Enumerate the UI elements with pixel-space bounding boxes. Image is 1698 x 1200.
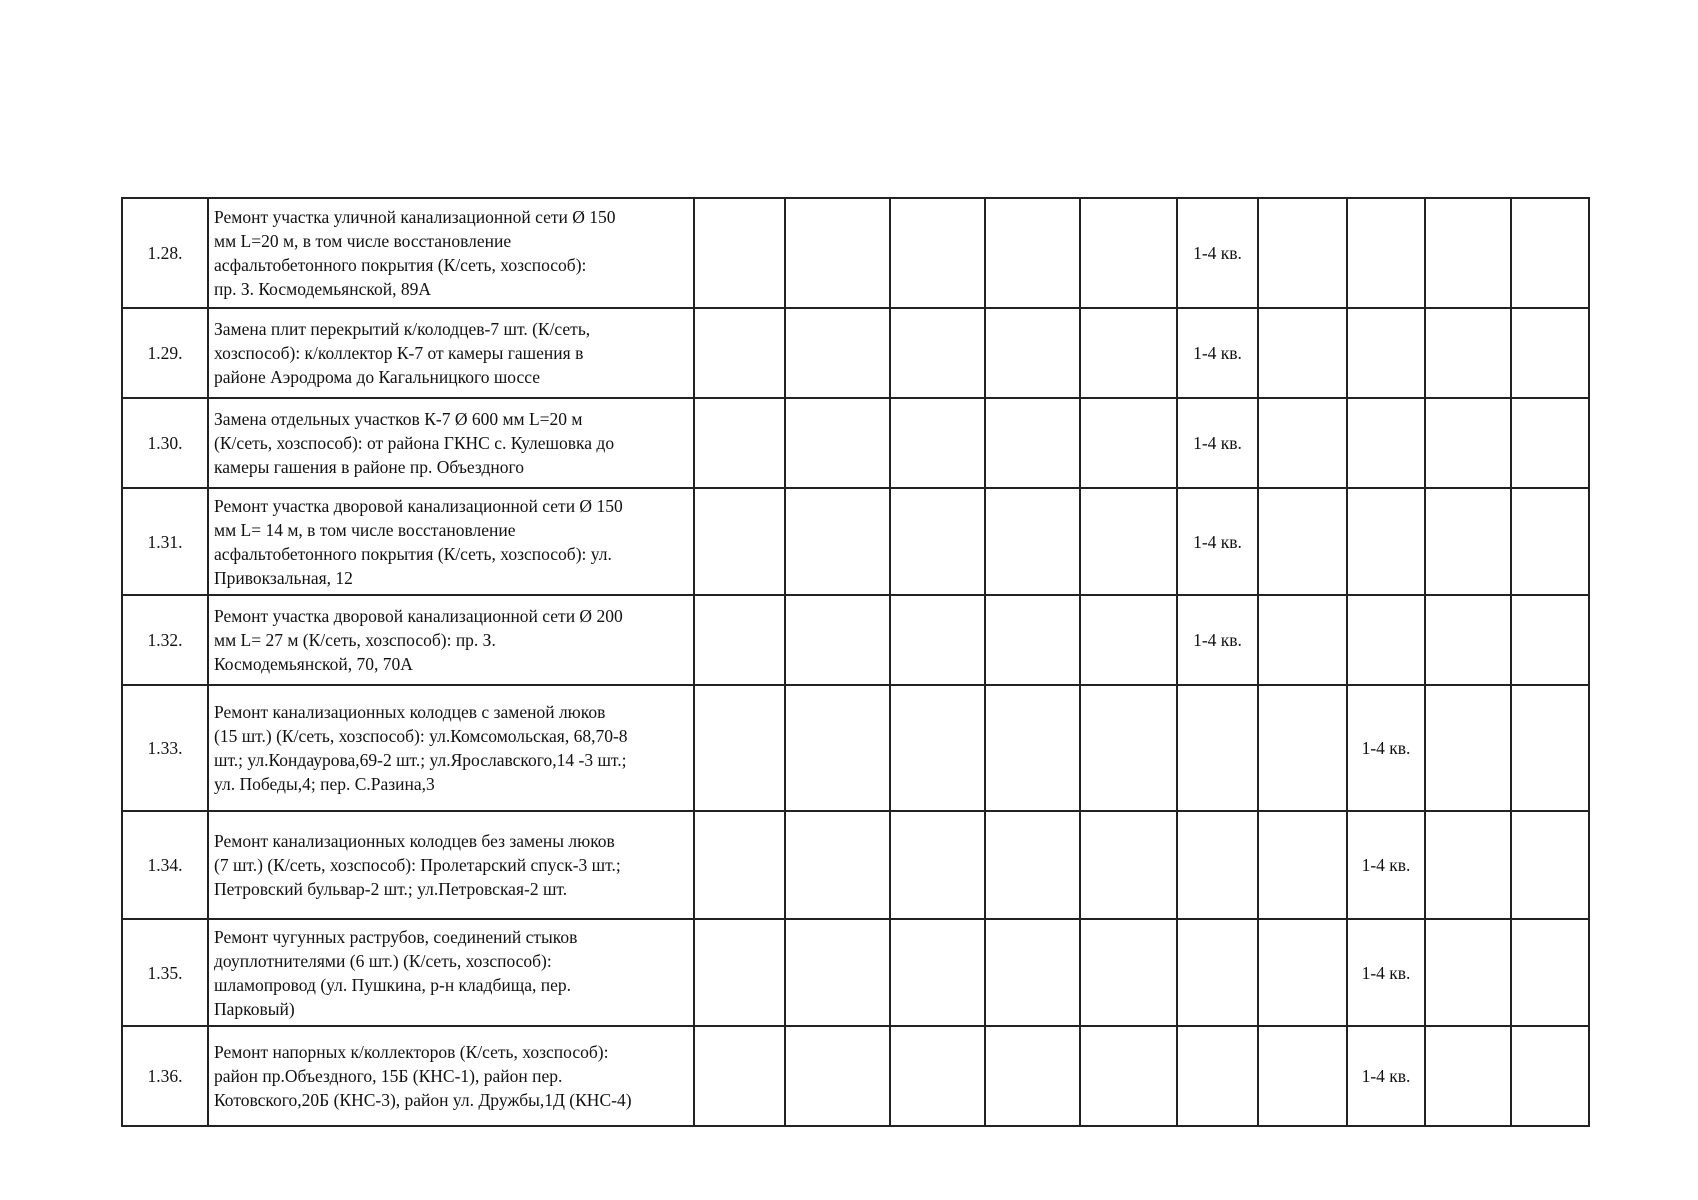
description-line: ул. Победы,4; пер. С.Разина,3 <box>214 774 435 794</box>
row-number: 1.31. <box>122 488 208 595</box>
empty-cell <box>1258 488 1347 595</box>
empty-cell <box>785 1026 890 1126</box>
table-body <box>122 198 1589 1126</box>
empty-cell <box>985 919 1080 1026</box>
empty-cell <box>1080 198 1177 308</box>
description-line: район пр.Объездного, 15Б (КНС-1), район пер. <box>214 1066 563 1086</box>
empty-cell <box>694 595 785 685</box>
empty-cell <box>985 398 1080 488</box>
empty-cell <box>985 811 1080 919</box>
empty-cell <box>1511 488 1589 595</box>
description-line: Парковый) <box>214 998 295 1019</box>
empty-cell <box>785 398 890 488</box>
row-description <box>208 1026 694 1126</box>
empty-cell <box>1511 685 1589 811</box>
empty-cell <box>785 685 890 811</box>
empty-cell <box>1258 308 1347 398</box>
empty-cell <box>1511 198 1589 308</box>
empty-cell <box>1347 308 1425 398</box>
work-plan-table <box>121 197 1590 1127</box>
row-description <box>208 308 694 398</box>
description-line: мм L= 14 м, в том числе восстановление <box>214 519 516 540</box>
empty-cell <box>1258 595 1347 685</box>
empty-cell <box>1177 919 1258 1026</box>
quarter-term: 1-4 кв. <box>1177 198 1258 308</box>
empty-cell <box>1511 595 1589 685</box>
empty-cell <box>694 1026 785 1126</box>
description-line: шламопровод (ул. Пушкина, р-н кладбища, пер. <box>214 974 571 995</box>
empty-cell <box>1425 919 1511 1026</box>
empty-cell <box>694 308 785 398</box>
empty-cell <box>890 595 985 685</box>
empty-cell <box>1347 488 1425 595</box>
description-line: мм L=20 м, в том числе восстановление <box>214 231 512 251</box>
empty-cell <box>890 685 985 811</box>
description-line: шт.; ул.Кондаурова,69-2 шт.; ул.Ярославского,14 -3 шт.; <box>214 750 627 770</box>
table-row <box>122 919 1589 1026</box>
description-line: Ремонт напорных к/коллекторов (К/сеть, хозспособ): <box>214 1042 609 1062</box>
empty-cell <box>1511 398 1589 488</box>
document-page <box>121 197 1588 1127</box>
empty-cell <box>1425 685 1511 811</box>
description-line: мм L= 27 м (К/сеть, хозспособ): пр. З. <box>214 630 496 650</box>
description-line: хозспособ): к/коллектор К-7 от камеры гашения в <box>214 343 584 363</box>
empty-cell <box>1080 1026 1177 1126</box>
table-row <box>122 811 1589 919</box>
empty-cell <box>1080 398 1177 488</box>
empty-cell <box>1425 1026 1511 1126</box>
empty-cell <box>890 811 985 919</box>
empty-cell <box>785 488 890 595</box>
row-number: 1.36. <box>122 1026 208 1126</box>
empty-cell <box>1425 488 1511 595</box>
description-line: Замена плит перекрытий к/колодцев-7 шт. (К/сеть, <box>214 319 591 339</box>
row-description <box>208 488 694 595</box>
empty-cell <box>1511 811 1589 919</box>
empty-cell <box>890 398 985 488</box>
empty-cell <box>985 308 1080 398</box>
description-line: районе Аэродрома до Кагальницкого шоссе <box>214 367 541 387</box>
table-row <box>122 488 1589 595</box>
quarter-term: 1-4 кв. <box>1347 685 1425 811</box>
empty-cell <box>985 1026 1080 1126</box>
row-description <box>208 685 694 811</box>
empty-cell <box>985 685 1080 811</box>
empty-cell <box>1347 398 1425 488</box>
description-line: Космодемьянской, 70, 70А <box>214 654 413 674</box>
description-line: Котовского,20Б (КНС-3), район ул. Дружбы,1Д (КНС-4) <box>214 1090 632 1110</box>
row-description <box>208 919 694 1026</box>
description-line: Ремонт канализационных колодцев без замены люков <box>214 831 615 851</box>
empty-cell <box>694 919 785 1026</box>
table-row <box>122 685 1589 811</box>
row-number: 1.32. <box>122 595 208 685</box>
empty-cell <box>1511 1026 1589 1126</box>
description-line: (7 шт.) (К/сеть, хозспособ): Пролетарский спуск-3 шт.; <box>214 855 621 875</box>
empty-cell <box>1425 308 1511 398</box>
row-number: 1.35. <box>122 919 208 1026</box>
table-row <box>122 1026 1589 1126</box>
empty-cell <box>1347 198 1425 308</box>
empty-cell <box>785 811 890 919</box>
row-number: 1.34. <box>122 811 208 919</box>
empty-cell <box>1080 685 1177 811</box>
empty-cell <box>1347 595 1425 685</box>
empty-cell <box>1258 398 1347 488</box>
row-number: 1.29. <box>122 308 208 398</box>
empty-cell <box>1425 398 1511 488</box>
description-line: пр. З. Космодемьянской, 89А <box>214 279 431 299</box>
empty-cell <box>1511 919 1589 1026</box>
quarter-term: 1-4 кв. <box>1177 595 1258 685</box>
empty-cell <box>1177 685 1258 811</box>
empty-cell <box>1258 811 1347 919</box>
empty-cell <box>694 488 785 595</box>
empty-cell <box>1511 308 1589 398</box>
empty-cell <box>1258 1026 1347 1126</box>
empty-cell <box>1425 198 1511 308</box>
empty-cell <box>694 198 785 308</box>
description-line: (К/сеть, хозспособ): от района ГКНС с. Кулешовка до <box>214 433 615 453</box>
empty-cell <box>1177 811 1258 919</box>
table-row <box>122 398 1589 488</box>
description-line: асфальтобетонного покрытия (К/сеть, хозспособ): ул. <box>214 543 612 564</box>
empty-cell <box>890 919 985 1026</box>
empty-cell <box>985 595 1080 685</box>
row-description <box>208 198 694 308</box>
empty-cell <box>890 308 985 398</box>
description-line: камеры гашения в районе пр. Объездного <box>214 457 524 477</box>
description-line: Ремонт участка дворовой канализационной сети Ø 200 <box>214 606 623 626</box>
row-number: 1.30. <box>122 398 208 488</box>
quarter-term: 1-4 кв. <box>1347 919 1425 1026</box>
description-line: (15 шт.) (К/сеть, хозспособ): ул.Комсомольская, 68,70-8 <box>214 726 628 746</box>
description-line: асфальтобетонного покрытия (К/сеть, хозспособ): <box>214 255 587 275</box>
empty-cell <box>1080 811 1177 919</box>
empty-cell <box>985 488 1080 595</box>
row-description <box>208 595 694 685</box>
empty-cell <box>1080 488 1177 595</box>
quarter-term: 1-4 кв. <box>1347 1026 1425 1126</box>
empty-cell <box>694 685 785 811</box>
empty-cell <box>890 488 985 595</box>
empty-cell <box>890 198 985 308</box>
empty-cell <box>1080 919 1177 1026</box>
description-line: доуплотнителями (6 шт.) (К/сеть, хозспособ): <box>214 950 552 971</box>
empty-cell <box>1258 685 1347 811</box>
table-row <box>122 308 1589 398</box>
empty-cell <box>1080 595 1177 685</box>
empty-cell <box>694 811 785 919</box>
description-line: Ремонт участка дворовой канализационной сети Ø 150 <box>214 495 623 516</box>
row-description <box>208 398 694 488</box>
empty-cell <box>785 308 890 398</box>
description-line: Петровский бульвар-2 шт.; ул.Петровская-2 шт. <box>214 879 568 899</box>
empty-cell <box>785 198 890 308</box>
quarter-term: 1-4 кв. <box>1177 308 1258 398</box>
empty-cell <box>985 198 1080 308</box>
row-description <box>208 811 694 919</box>
empty-cell <box>785 919 890 1026</box>
row-number: 1.28. <box>122 198 208 308</box>
quarter-term: 1-4 кв. <box>1177 398 1258 488</box>
empty-cell <box>1258 919 1347 1026</box>
row-number: 1.33. <box>122 685 208 811</box>
empty-cell <box>1258 198 1347 308</box>
quarter-term: 1-4 кв. <box>1177 488 1258 595</box>
description-line: Замена отдельных участков К-7 Ø 600 мм L=20 м <box>214 409 583 429</box>
empty-cell <box>1080 308 1177 398</box>
description-line: Ремонт канализационных колодцев с заменой люков <box>214 702 606 722</box>
empty-cell <box>785 595 890 685</box>
empty-cell <box>1177 1026 1258 1126</box>
description-line: Ремонт участка уличной канализационной сети Ø 150 <box>214 207 616 227</box>
empty-cell <box>1425 811 1511 919</box>
description-line: Привокзальная, 12 <box>214 567 353 588</box>
quarter-term: 1-4 кв. <box>1347 811 1425 919</box>
description-line: Ремонт чугунных раструбов, соединений стыков <box>214 926 578 947</box>
table-row <box>122 595 1589 685</box>
empty-cell <box>1425 595 1511 685</box>
table-row <box>122 198 1589 308</box>
empty-cell <box>694 398 785 488</box>
empty-cell <box>890 1026 985 1126</box>
